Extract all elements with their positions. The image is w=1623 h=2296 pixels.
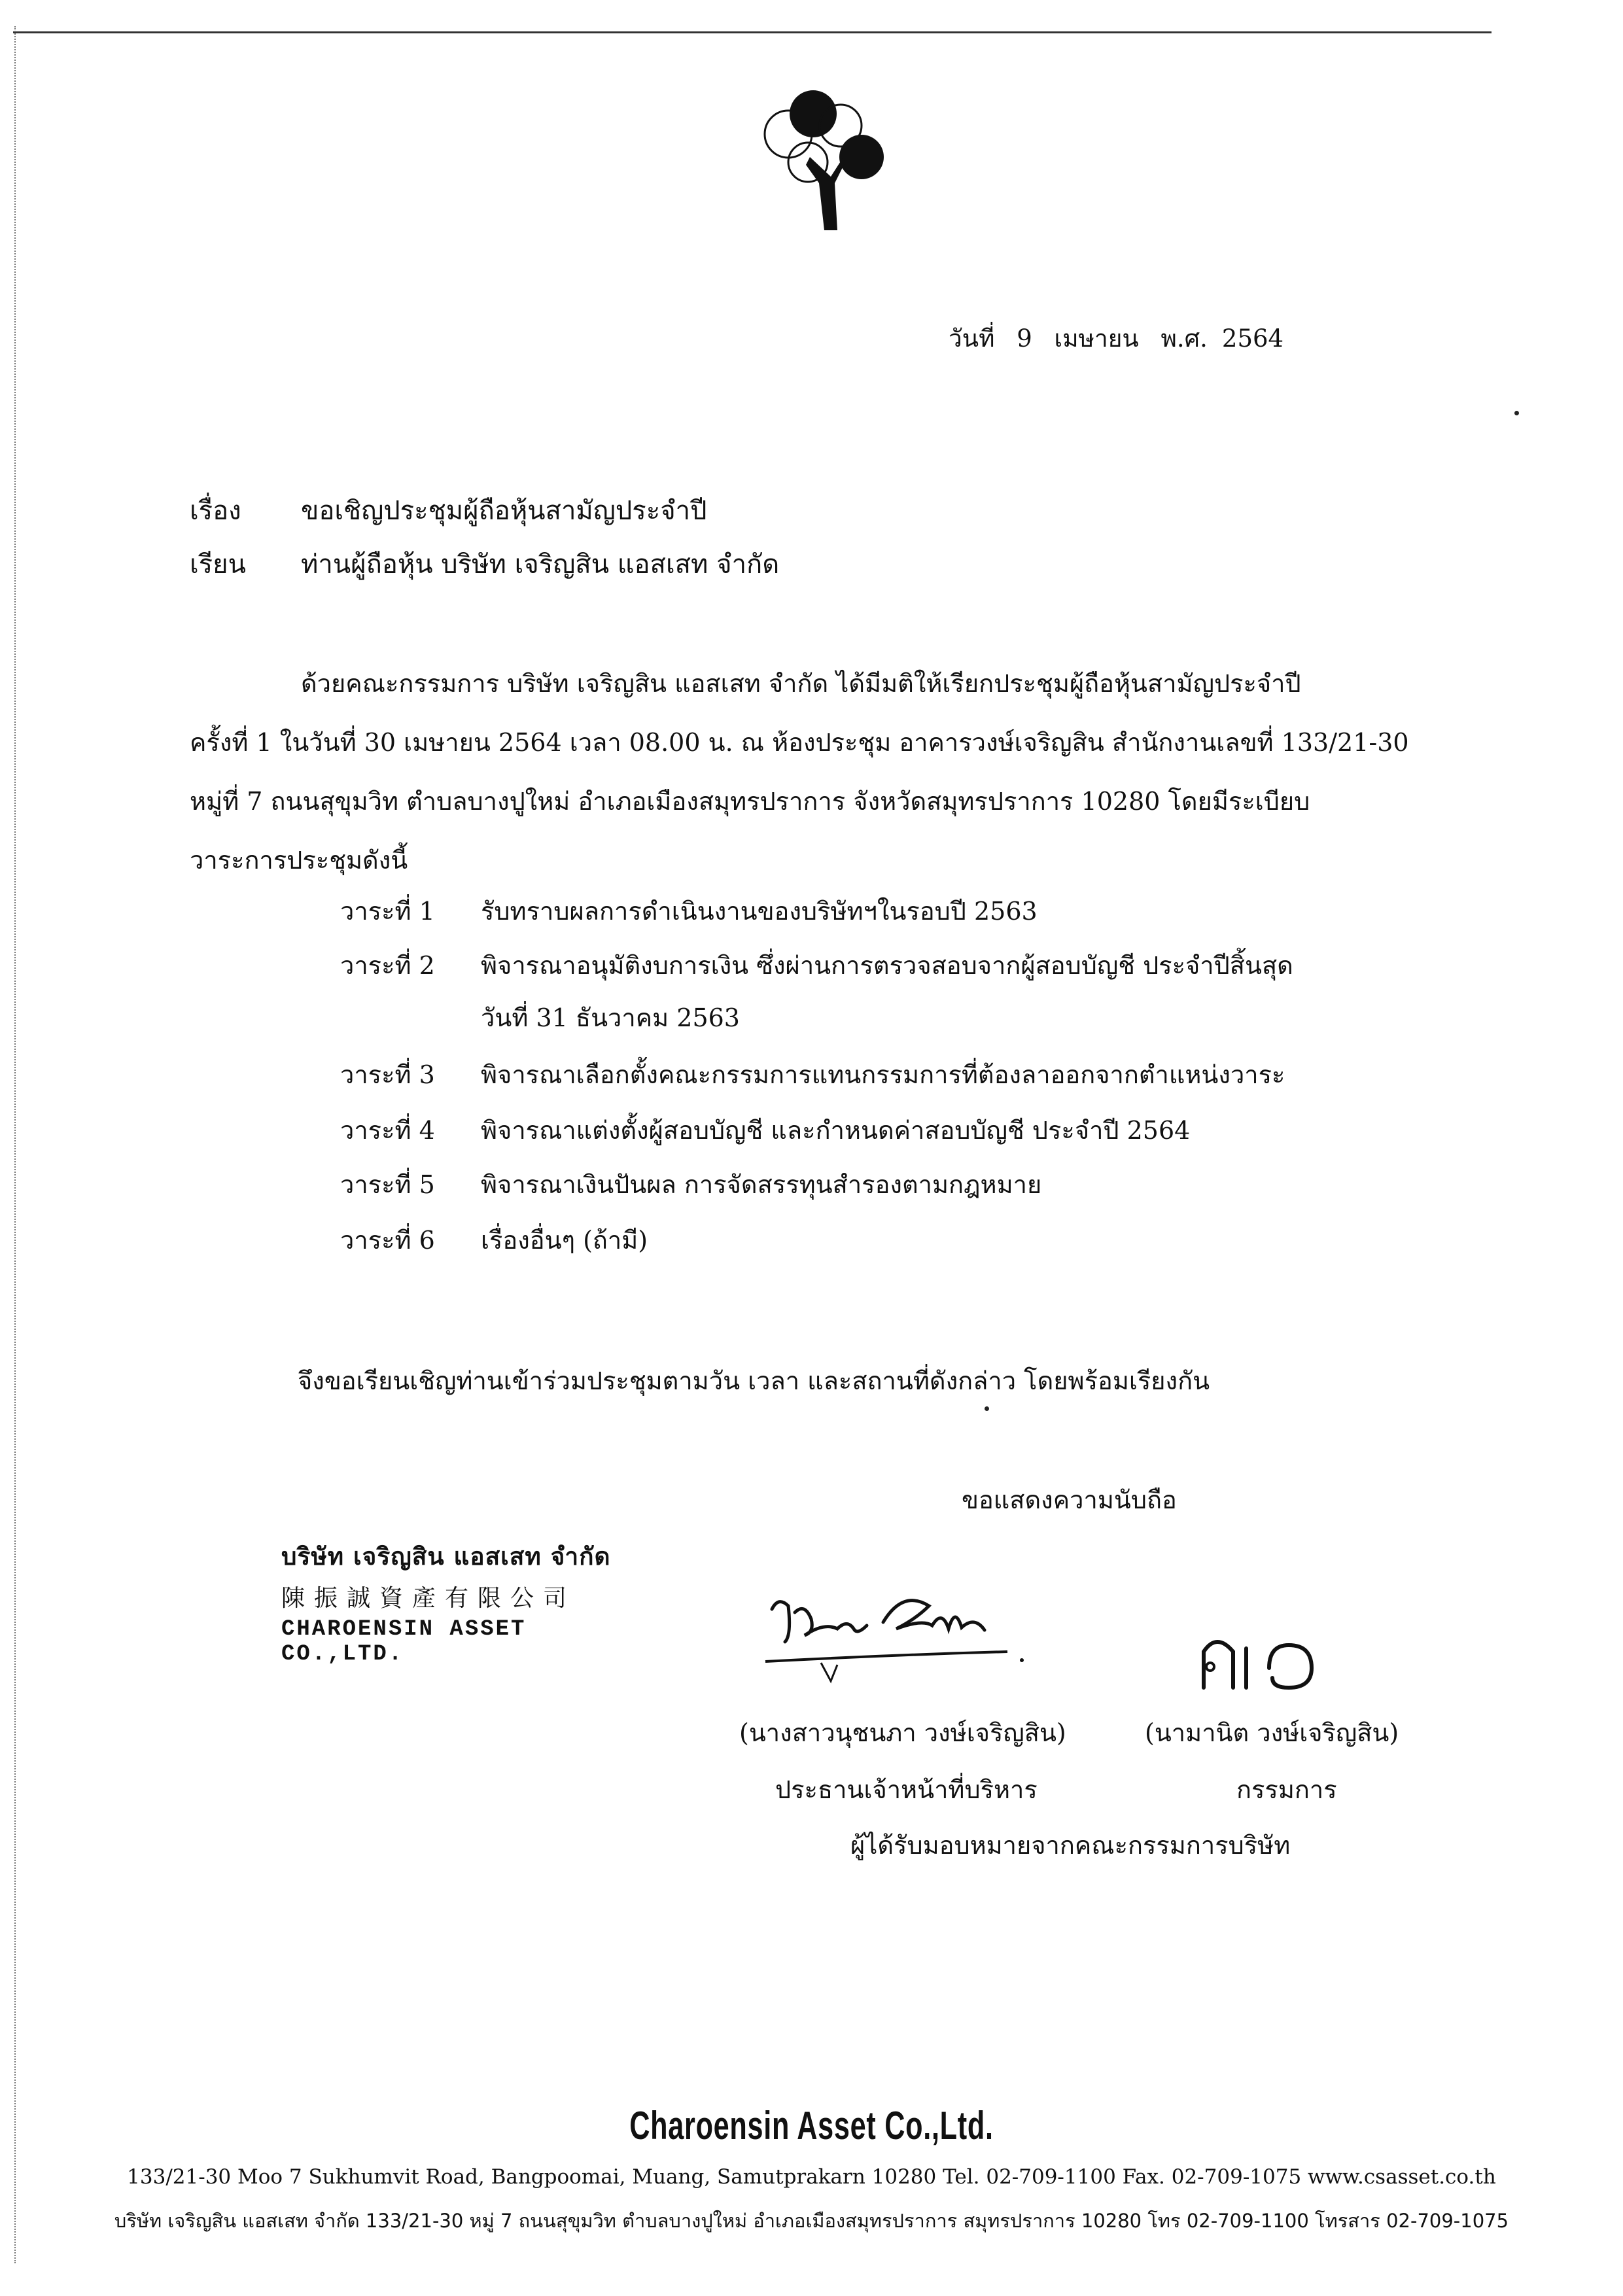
footer-company-name: Charoensin Asset Co.,Ltd. bbox=[629, 2104, 994, 2148]
footer-address-en: 133/21-30 Moo 7 Sukhumvit Road, Bangpoomai, Muang, Samutprakarn 10280 Tel. 02-709-1100 Fax. 02-709-1075 www.csasset.co.th bbox=[127, 2165, 1496, 2189]
scan-top-edge bbox=[13, 31, 1492, 33]
date-month: เมษายน bbox=[1054, 324, 1139, 353]
signatory-1-name: (นางสาวนุชนภา วงษ์เจริญสิน) bbox=[739, 1718, 1066, 1747]
footer-address-th: บริษัท เจริญสิน แอสเสท จำกัด 133/21-30 หมู่ 7 ถนนสุขุมวิท ตำบลบางปูใหม่ อำเภอเมืองสมุทรปราการ สมุทรปราการ 10280 โทร 02-709-1100 โทรสาร 02-709-1075 bbox=[114, 2210, 1509, 2232]
authorized-note: ผู้ได้รับมอบหมายจากคณะกรรมการบริษัท bbox=[850, 1831, 1291, 1860]
regards: ขอแสดงความนับถือ bbox=[962, 1486, 1177, 1514]
subject-label: เรื่อง bbox=[190, 496, 241, 526]
subject-row bbox=[190, 489, 707, 531]
scan-speck bbox=[985, 1406, 989, 1411]
body-line-1: ด้วยคณะกรรมการ บริษัท เจริญสิน แอสเสท จำกัด ได้มีมติให้เรียกประชุมผู้ถือหุ้นสามัญประจำปี bbox=[301, 669, 1301, 698]
signatory-2-name: (นามานิต วงษ์เจริญสิน) bbox=[1145, 1718, 1399, 1747]
agenda-item-1: วาระที่ 1 รับทราบผลการดำเนินงานของบริษัทฯในรอบปี 2563 bbox=[340, 897, 1038, 926]
agenda-item-5: วาระที่ 5 พิจารณาเงินปันผล การจัดสรรทุนสำรองตามกฎหมาย bbox=[340, 1170, 1042, 1199]
agenda-item-2: วาระที่ 2 พิจารณาอนุมัติงบการเงิน ซึ่งผ่านการตรวจสอบจากผู้สอบบัญชี ประจำปีสิ้นสุด bbox=[340, 951, 1293, 980]
date-era: พ.ศ. bbox=[1161, 324, 1208, 353]
tree-logo-icon bbox=[733, 85, 896, 242]
agenda-item-6: วาระที่ 6 เรื่องอื่นๆ (ถ้ามี) bbox=[340, 1226, 648, 1255]
body-line-2: ครั้งที่ 1 ในวันที่ 30 เมษายน 2564 เวลา 08.00 น. ณ ห้องประชุม อาคารวงษ์เจริญสิน สำนักงานเลขที่ 133/21-30 bbox=[190, 728, 1409, 757]
body-line-3: หมู่ที่ 7 ถนนสุขุมวิท ตำบลบางปูใหม่ อำเภอเมืองสมุทรปราการ จังหวัดสมุทรปราการ 10280 โดยมีระเบียบ bbox=[190, 787, 1310, 816]
date-day: 9 bbox=[1017, 324, 1032, 353]
signature-2-icon bbox=[1191, 1622, 1328, 1701]
stamp-english: CHAROENSIN ASSET CO.,LTD. bbox=[281, 1617, 527, 1667]
scan-speck bbox=[1514, 411, 1519, 415]
stamp-thai: บริษัท เจริญสิน แอสเสท จำกัด bbox=[281, 1542, 611, 1571]
signatory-1-title: ประธานเจ้าหน้าที่บริหาร bbox=[775, 1775, 1038, 1804]
agenda-item-2-continuation: วันที่ 31 ธันวาคม 2563 bbox=[481, 1003, 740, 1032]
stamp-chinese: 陳振誠資產有限公司 bbox=[281, 1585, 576, 1612]
addressee-row bbox=[190, 543, 779, 585]
agenda-item-4: วาระที่ 4 พิจารณาแต่งตั้งผู้สอบบัญชี และกำหนดค่าสอบบัญชี ประจำปี 2564 bbox=[340, 1116, 1191, 1145]
addressee-label: เรียน bbox=[190, 549, 246, 580]
signature-1-icon bbox=[759, 1583, 1034, 1694]
letter-date bbox=[949, 319, 1298, 358]
agenda-item-3: วาระที่ 3 พิจารณาเลือกตั้งคณะกรรมการแทนกรรมการที่ต้องลาออกจากตำแหน่งวาระ bbox=[340, 1060, 1285, 1089]
body-line-4: วาระการประชุมดังนี้ bbox=[190, 846, 408, 875]
date-year: 2564 bbox=[1221, 324, 1284, 353]
body-paragraph bbox=[190, 654, 1452, 890]
scan-left-edge bbox=[14, 26, 16, 2263]
signatory-2-title: กรรมการ bbox=[1236, 1775, 1337, 1804]
addressee-text: ท่านผู้ถือหุ้น บริษัท เจริญสิน แอสเสท จำกัด bbox=[301, 549, 780, 580]
date-label: วันที่ bbox=[949, 324, 995, 353]
company-stamp bbox=[281, 1537, 661, 1667]
subject-text: ขอเชิญประชุมผู้ถือหุ้นสามัญประจำปี bbox=[301, 496, 707, 526]
closing-sentence: จึงขอเรียนเชิญท่านเข้าร่วมประชุมตามวัน เวลา และสถานที่ดังกล่าว โดยพร้อมเรียงกัน bbox=[298, 1366, 1210, 1395]
